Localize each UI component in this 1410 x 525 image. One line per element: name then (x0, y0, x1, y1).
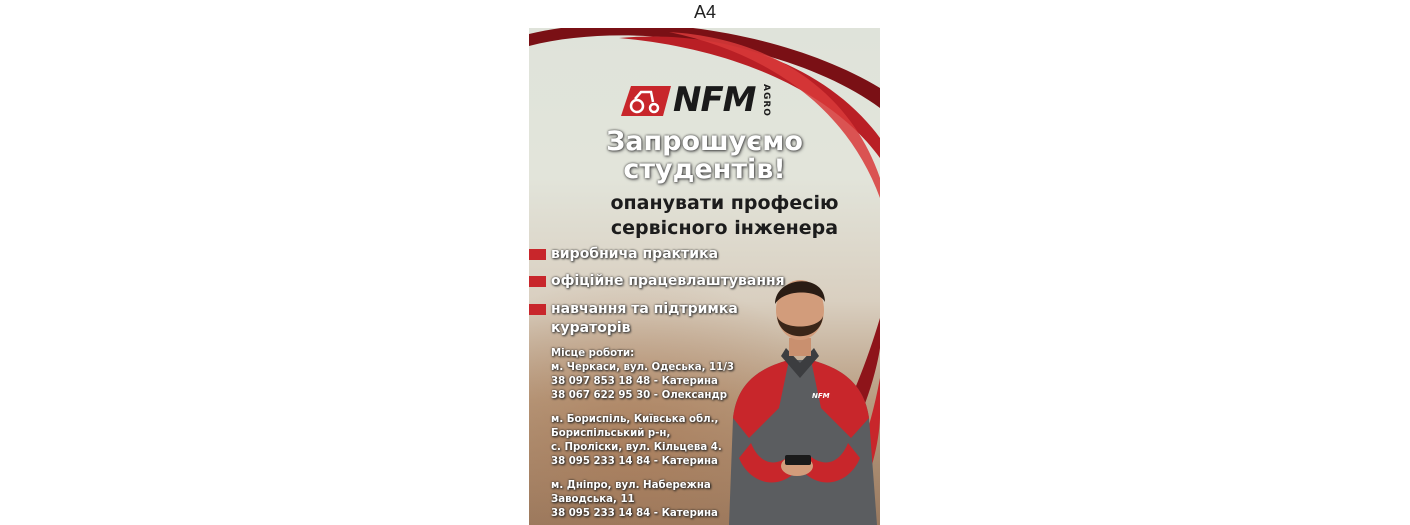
bullet-text-line-1: навчання та підтримка (551, 301, 738, 317)
bullet-bar-icon (529, 304, 546, 315)
headline-line-2: студентів! (623, 154, 786, 185)
tractor-logo-icon (621, 82, 671, 118)
nfm-agro-logo (621, 80, 791, 122)
contact-line: м. Черкаси, вул. Одеська, 11/3 (551, 362, 734, 373)
contact-line: м. Дніпро, вул. Набережна (551, 480, 711, 491)
page-size-label: A4 (693, 2, 717, 22)
contact-line: 38 095 233 14 84 - Катерина (551, 508, 718, 519)
chest-logo: NFM (812, 392, 830, 400)
bullet-text (551, 300, 738, 338)
contact-line: Місце роботи: (551, 348, 635, 359)
bullet-text: виробнича практика (551, 246, 719, 262)
bullet-bar-icon (529, 249, 546, 260)
bullet-bar-icon (529, 276, 546, 287)
contact-line: 38 095 233 14 84 - Катерина (551, 456, 718, 467)
bullet-text: офіційне працевлаштування (551, 273, 785, 289)
contact-line: с. Проліски, вул. Кільцева 4. (551, 442, 722, 453)
contact-line: 38 067 622 95 30 - Олександр (551, 390, 727, 401)
logo-wordmark: NFM (673, 80, 756, 120)
subhead-line-1: опанувати професію (610, 192, 839, 214)
contact-block (551, 413, 741, 469)
contact-line: м. Бориспіль, Київська обл., (551, 414, 719, 425)
contact-line: Заводська, 11 (551, 494, 635, 505)
contacts-list (551, 347, 741, 525)
headline-line-1: Запрошуємо (606, 126, 803, 157)
recruitment-poster (529, 28, 880, 525)
logo-subtext: AGRO (761, 84, 771, 117)
engineer-photo (719, 268, 880, 525)
subheadline (569, 191, 880, 241)
headline (529, 128, 880, 184)
bullet-text-line-2: кураторів (551, 320, 631, 336)
contact-block (551, 347, 741, 403)
contact-line: 38 097 853 18 48 - Катерина (551, 376, 718, 387)
contact-line: Бориспільський р-н, (551, 428, 671, 439)
contact-block (551, 479, 741, 521)
subhead-line-2: сервісного інженера (610, 217, 839, 239)
